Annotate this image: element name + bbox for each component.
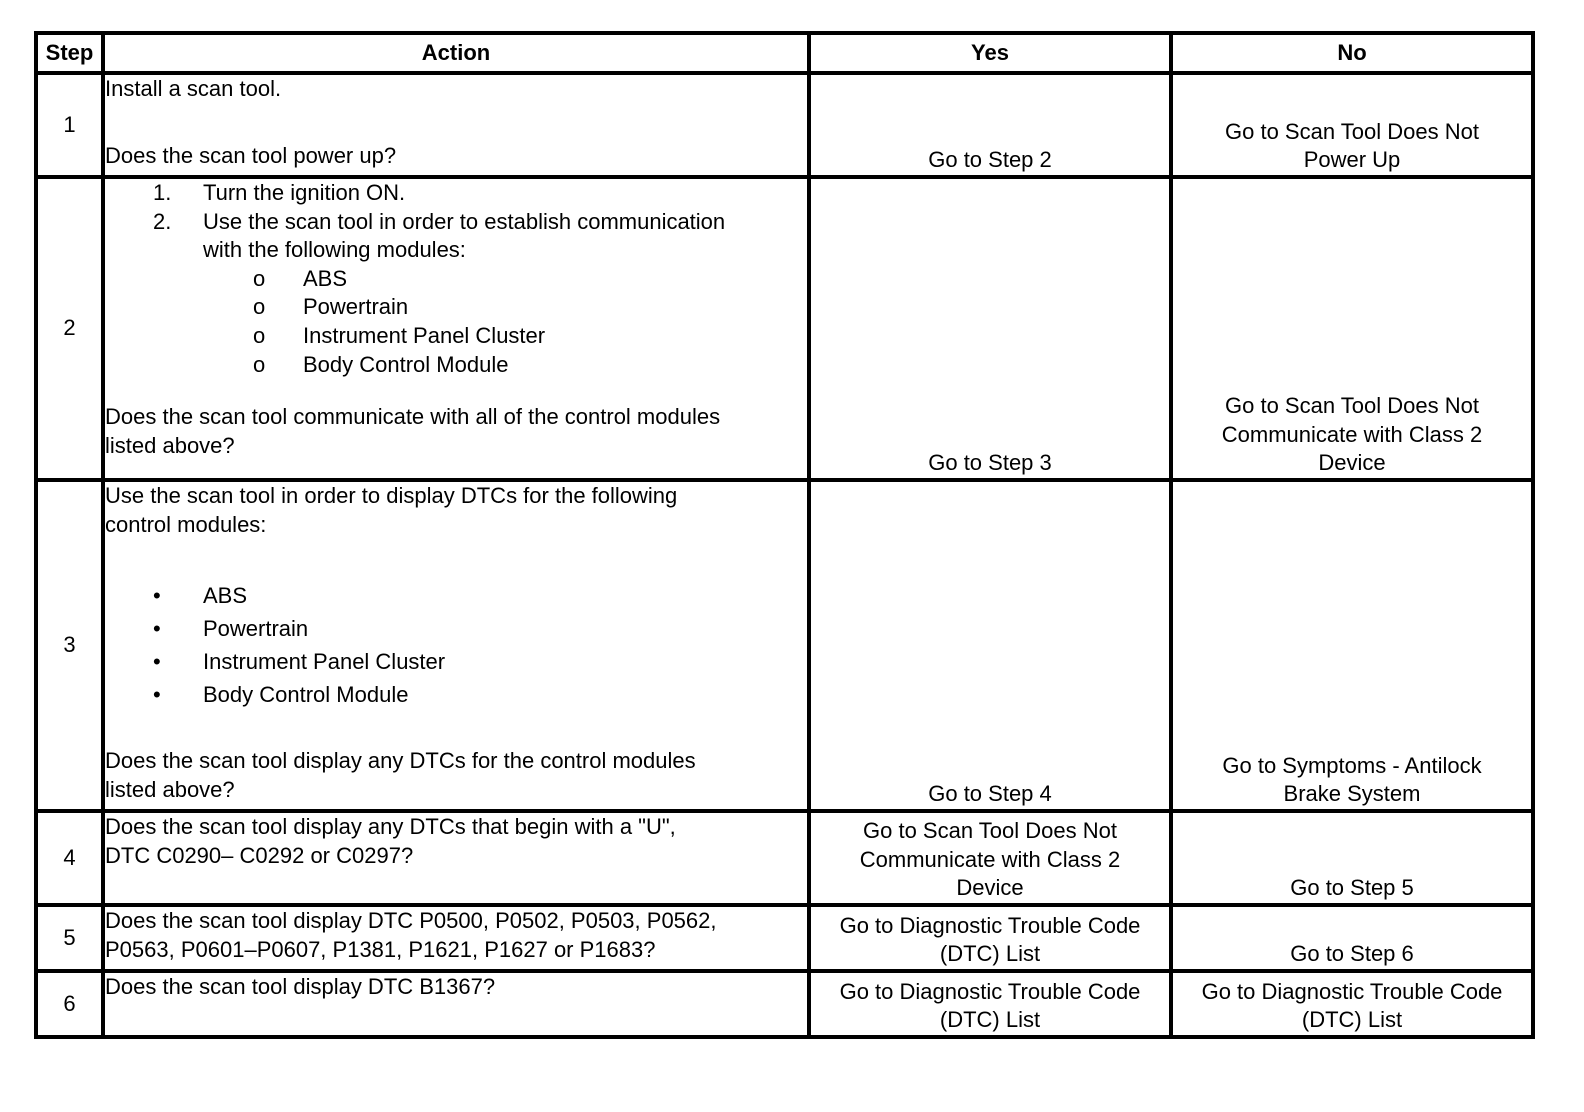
table-row xyxy=(36,73,1533,177)
action-question: Does the scan tool communicate with all of the control modules xyxy=(105,404,721,430)
action-question: Does the scan tool display any DTCs for the control modules xyxy=(105,748,696,774)
yes-text: (DTC) List xyxy=(939,941,1041,967)
step-number: 4 xyxy=(36,811,103,905)
no-cell xyxy=(1171,811,1533,905)
list-item xyxy=(105,678,807,711)
action-text: Does the scan tool display DTC B1367? xyxy=(105,974,496,999)
header-row xyxy=(36,33,1533,73)
yes-text: Device xyxy=(956,875,1024,901)
circle-bullet-icon: o xyxy=(253,322,266,348)
yes-cell xyxy=(809,811,1171,905)
no-text: Go to Scan Tool Does Not xyxy=(1225,393,1479,419)
module-name: Powertrain xyxy=(303,294,409,320)
no-text: Go to Step 6 xyxy=(1290,941,1414,967)
circle-bullet-icon: o xyxy=(253,351,266,377)
module-name: ABS xyxy=(303,265,348,291)
module-list xyxy=(105,579,807,711)
no-text: Go to Symptoms - Antilock xyxy=(1222,752,1482,778)
yes-cell xyxy=(809,73,1171,177)
list-item xyxy=(105,351,807,380)
no-cell xyxy=(1171,73,1533,177)
action-cell xyxy=(103,811,809,905)
no-text: Communicate with Class 2 xyxy=(1221,421,1483,447)
module-name: Instrument Panel Cluster xyxy=(303,322,546,348)
action-text: P0563, P0601–P0607, P1381, P1621, P1627 or P1683? xyxy=(105,936,656,962)
list-number: 2. xyxy=(153,208,172,234)
no-text: Go to Step 5 xyxy=(1290,875,1414,901)
yes-text: Communicate with Class 2 xyxy=(859,846,1121,872)
yes-text: Go to Diagnostic Trouble Code xyxy=(839,978,1141,1004)
no-text: Brake System xyxy=(1283,781,1421,807)
step-number: 6 xyxy=(36,971,103,1037)
step-number: 5 xyxy=(36,905,103,971)
header-yes: Yes xyxy=(809,33,1171,73)
list-item xyxy=(105,293,807,322)
list-item xyxy=(105,612,807,645)
table-row xyxy=(36,811,1533,905)
diagnostic-table xyxy=(34,31,1535,1039)
action-text: control modules: xyxy=(105,511,267,537)
list-item xyxy=(105,322,807,351)
numbered-list xyxy=(105,179,807,265)
action-text: DTC C0290– C0292 or C0297? xyxy=(105,842,414,868)
circle-bullet-icon: o xyxy=(253,265,266,291)
yes-cell xyxy=(809,971,1171,1037)
bullet-icon: • xyxy=(153,682,161,708)
yes-cell xyxy=(809,480,1171,811)
action-cell xyxy=(103,971,809,1037)
action-text: Does the scan tool display DTC P0500, P0502, P0503, P0562, xyxy=(105,908,717,933)
action-cell xyxy=(103,905,809,971)
table-row xyxy=(36,177,1533,480)
no-text: (DTC) List xyxy=(1301,1007,1403,1033)
yes-text: Go to Step 2 xyxy=(928,147,1052,173)
module-name: Powertrain xyxy=(203,616,309,642)
table-row xyxy=(36,480,1533,811)
yes-cell xyxy=(809,905,1171,971)
action-question: listed above? xyxy=(105,432,235,458)
list-text: Use the scan tool in order to establish communication xyxy=(203,208,726,234)
no-cell xyxy=(1171,177,1533,480)
action-cell xyxy=(103,73,809,177)
no-text: Go to Diagnostic Trouble Code xyxy=(1201,978,1503,1004)
yes-cell xyxy=(809,177,1171,480)
list-item xyxy=(105,208,807,265)
no-cell xyxy=(1171,971,1533,1037)
module-name: Body Control Module xyxy=(303,351,509,377)
action-cell xyxy=(103,480,809,811)
yes-text: Go to Step 3 xyxy=(928,450,1052,476)
header-step: Step xyxy=(36,33,103,73)
action-cell xyxy=(103,177,809,480)
step-number: 1 xyxy=(36,73,103,177)
bullet-icon: • xyxy=(153,616,161,642)
header-no: No xyxy=(1171,33,1533,73)
no-text: Go to Scan Tool Does Not xyxy=(1225,118,1479,144)
list-text: Turn the ignition ON. xyxy=(203,180,406,205)
list-text: with the following modules: xyxy=(203,237,466,263)
table-row xyxy=(36,971,1533,1037)
module-list xyxy=(105,265,807,379)
yes-text: Go to Scan Tool Does Not xyxy=(863,818,1117,844)
yes-text: Go to Diagnostic Trouble Code xyxy=(839,912,1141,938)
action-text: Does the scan tool display any DTCs that begin with a "U", xyxy=(105,814,676,839)
module-name: Instrument Panel Cluster xyxy=(203,649,446,675)
list-item xyxy=(105,265,807,294)
no-text: Device xyxy=(1318,450,1386,476)
circle-bullet-icon: o xyxy=(253,294,266,320)
module-name: Body Control Module xyxy=(203,682,409,708)
action-text: Use the scan tool in order to display DTCs for the following xyxy=(105,483,678,508)
no-text: Power Up xyxy=(1303,147,1401,173)
bullet-icon: • xyxy=(153,649,161,675)
action-question: Does the scan tool power up? xyxy=(105,142,397,168)
action-question: listed above? xyxy=(105,776,235,802)
step-number: 2 xyxy=(36,177,103,480)
no-cell xyxy=(1171,905,1533,971)
yes-text: Go to Step 4 xyxy=(928,781,1052,807)
header-action: Action xyxy=(103,33,809,73)
table-row xyxy=(36,905,1533,971)
list-number: 1. xyxy=(153,180,172,205)
step-number: 3 xyxy=(36,480,103,811)
action-text: Install a scan tool. xyxy=(105,76,282,101)
list-item xyxy=(105,179,807,208)
yes-text: (DTC) List xyxy=(939,1007,1041,1033)
no-cell xyxy=(1171,480,1533,811)
list-item xyxy=(105,579,807,612)
list-item xyxy=(105,645,807,678)
bullet-icon: • xyxy=(153,583,161,609)
module-name: ABS xyxy=(203,583,248,609)
